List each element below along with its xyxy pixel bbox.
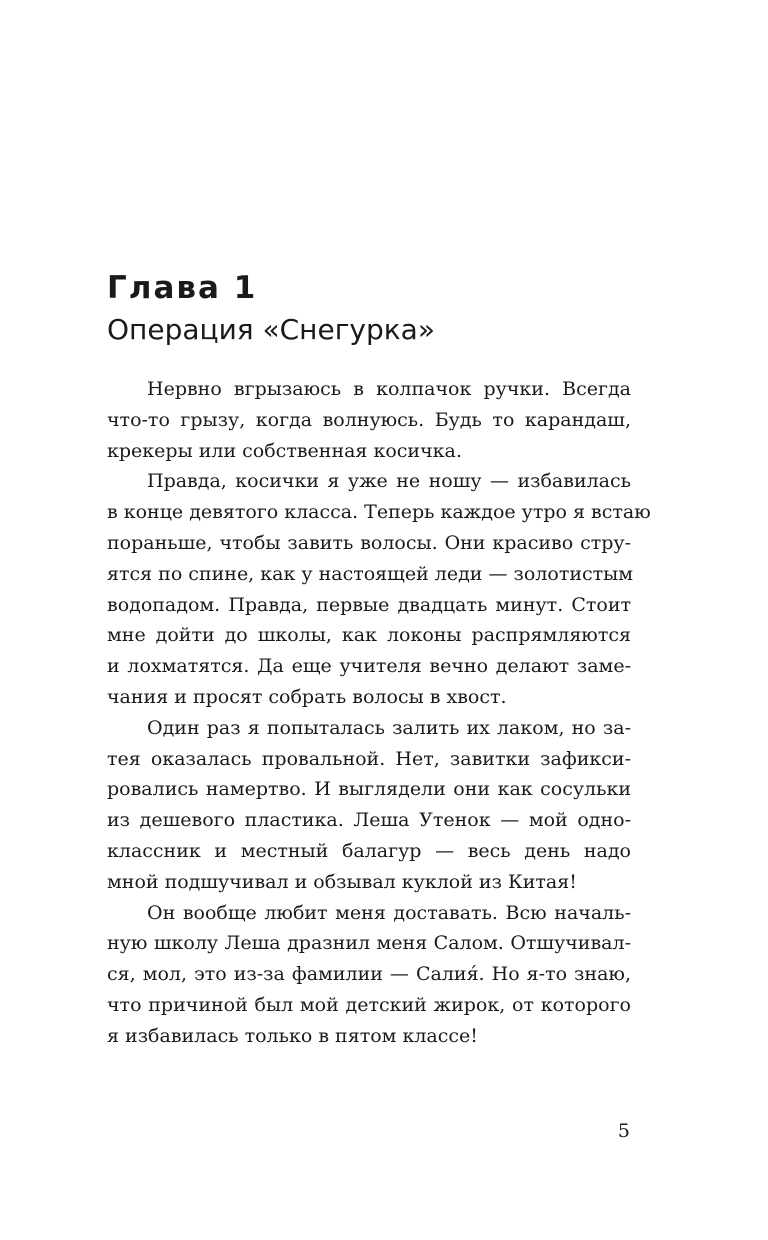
paragraph-2 — [107, 466, 651, 712]
paragraph-4 — [107, 898, 631, 1052]
text-line: мне дойти до школы, как локоны распрямляются — [107, 624, 631, 647]
text-line: крекеры или собственная косичка. — [107, 439, 462, 462]
text-line: из дешевого пластика. Леша Утенок — мой одно- — [107, 809, 631, 832]
text-line: ся, мол, это из-за фамилии — Салия́. Но я-то знаю, — [107, 963, 631, 986]
text-line: мной подшучивал и обзывал куклой из Китая! — [107, 870, 577, 893]
text-line: Он вообще любит меня доставать. Всю началь- — [147, 901, 631, 924]
text-line: ровались намертво. И выглядели они как сосульки — [107, 778, 631, 801]
text-line: пораньше, чтобы завить волосы. Они красиво стру- — [107, 531, 631, 554]
text-line: что причиной был мой детский жирок, от которого — [107, 993, 631, 1016]
chapter-body — [107, 374, 651, 1052]
text-line: Нервно вгрызаюсь в колпачок ручки. Всегда — [147, 378, 631, 400]
text-line: чания и просят собрать волосы в хвост. — [107, 685, 507, 708]
page-number: 5 — [617, 1120, 630, 1142]
paragraph-3 — [107, 713, 631, 898]
chapter-number: Глава 1 — [107, 270, 258, 306]
text-line: тея оказалась провальной. Нет, завитки зафикси- — [107, 747, 631, 770]
text-line: классник и местный балагур — весь день надо — [107, 839, 631, 862]
text-line: водопадом. Правда, первые двадцать минут. Стоит — [107, 593, 631, 616]
paragraph-1 — [107, 374, 631, 466]
text-line: ятся по спине, как у настоящей леди — золотистым — [107, 562, 634, 585]
text-line: и лохматятся. Да еще учителя вечно делают заме- — [107, 655, 631, 678]
text-line: Один раз я попыталась залить их лаком, но за- — [147, 716, 631, 739]
text-line: что-то грызу, когда волнуюсь. Будь то карандаш, — [107, 408, 631, 431]
text-line: ную школу Леша дразнил меня Салом. Отшучивал- — [107, 932, 631, 955]
chapter-title: Операция «Снегурка» — [107, 313, 435, 346]
text-line: в конце девятого класса. Теперь каждое утро я встаю — [107, 501, 651, 524]
text-line: Правда, косички я уже не ношу — избавилась — [147, 470, 631, 493]
text-line: я избавилась только в пятом классе! — [107, 1024, 478, 1047]
